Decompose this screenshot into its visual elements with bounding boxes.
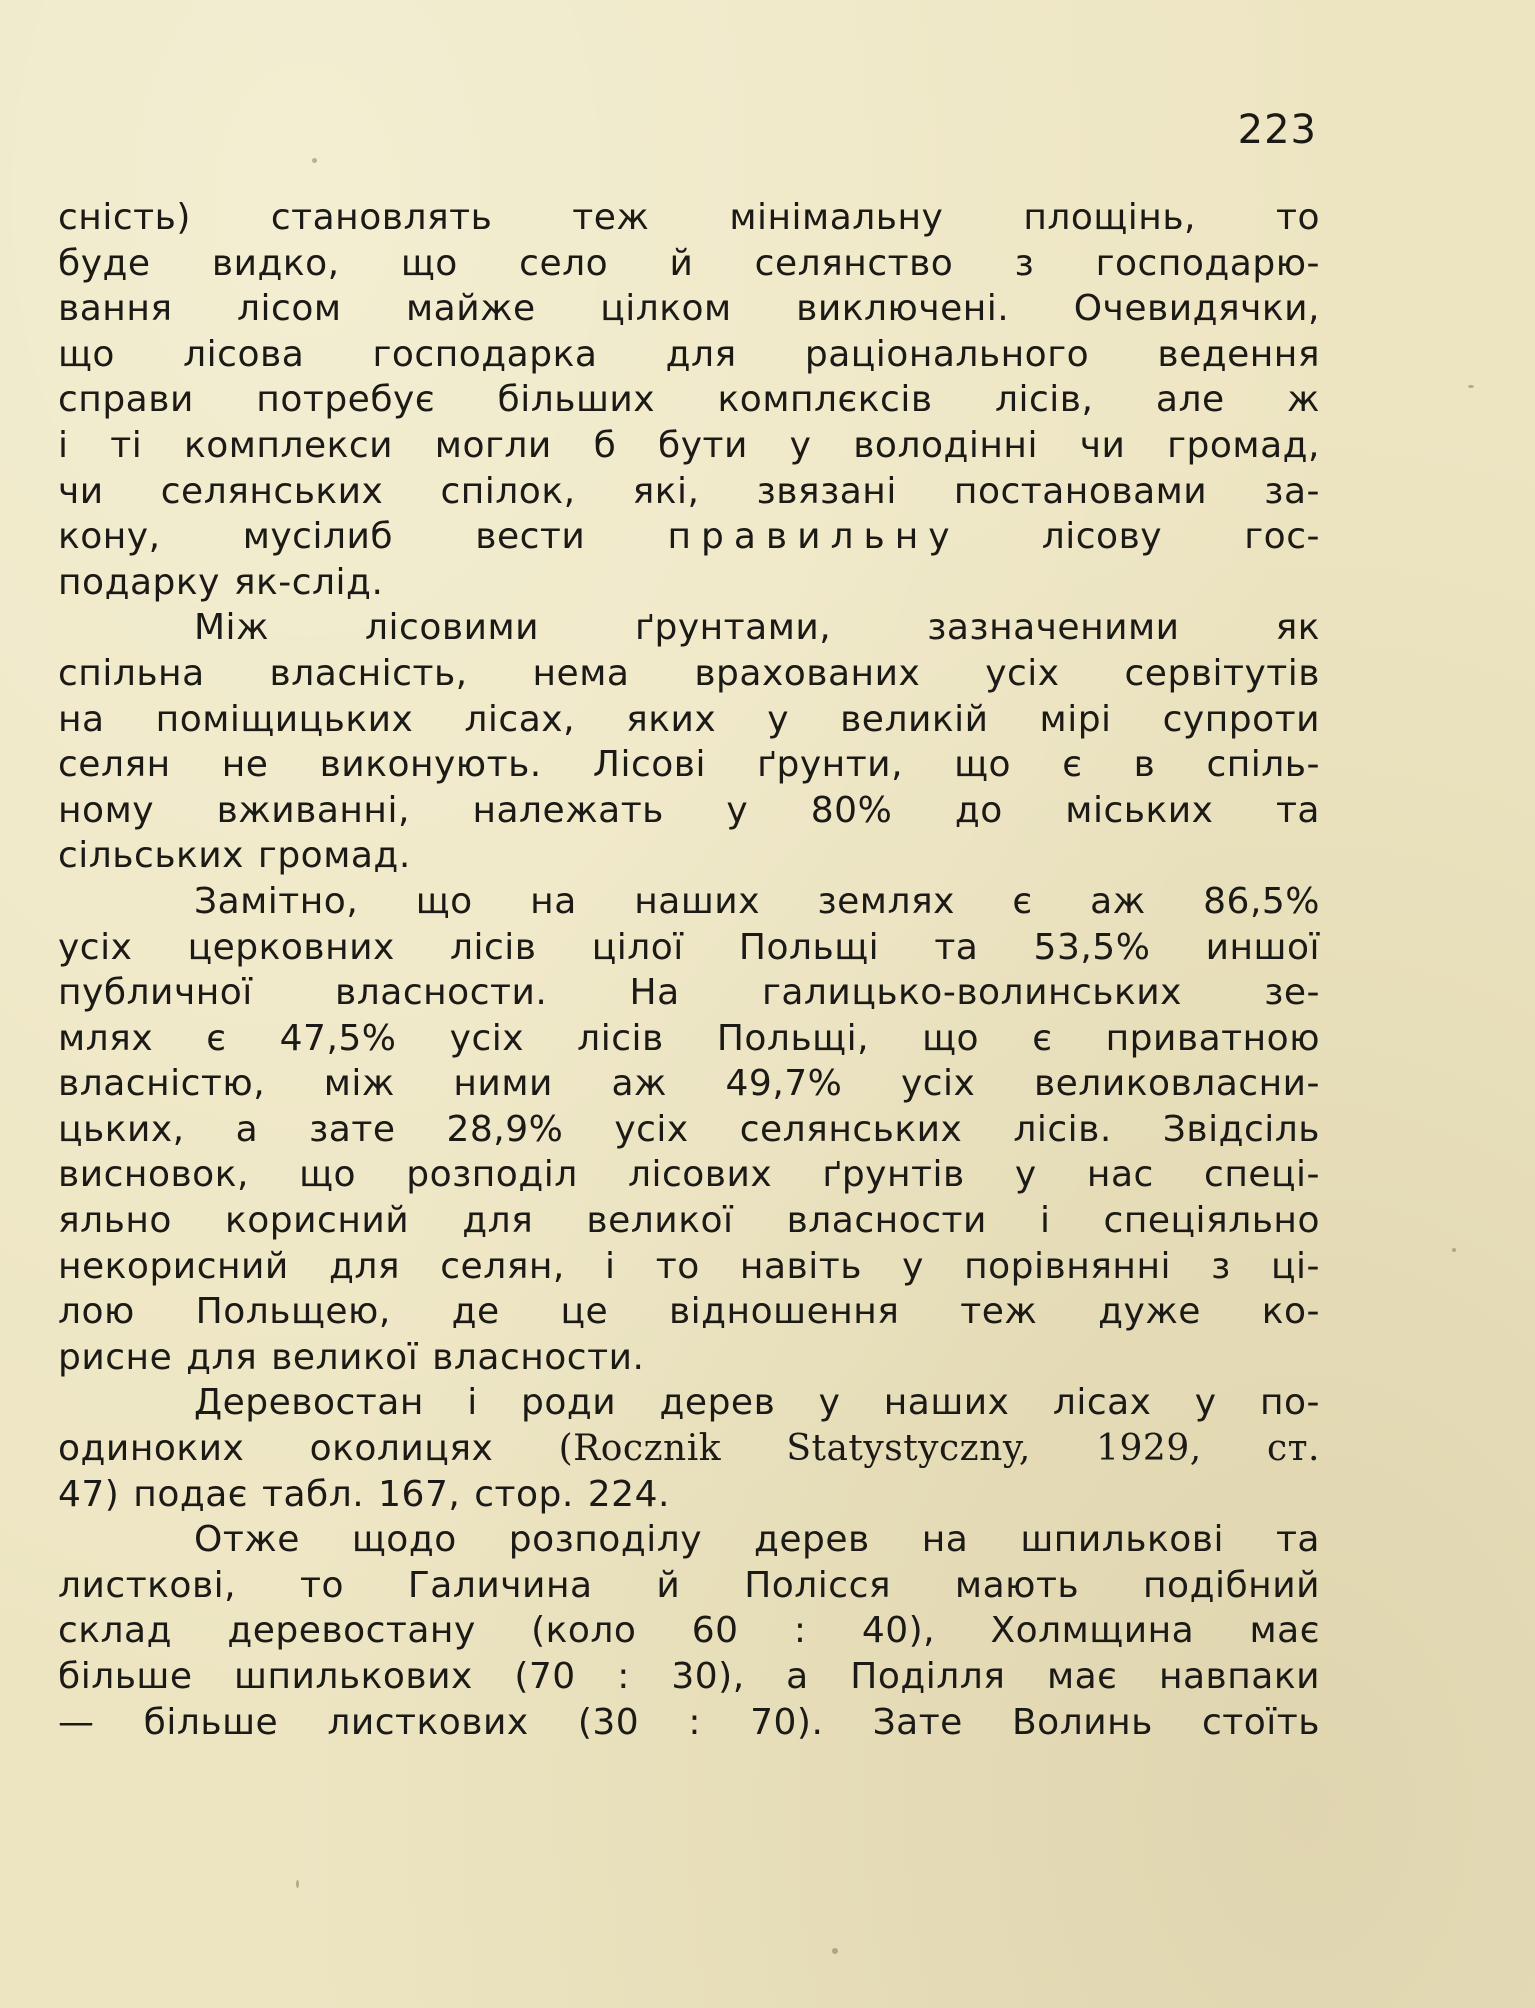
text-line: рисне для великої власности. bbox=[58, 1336, 645, 1378]
paragraph-3 bbox=[58, 879, 1320, 1381]
paper-speck bbox=[832, 1948, 838, 1954]
text-line: Отже щодо розподілу дерев на шпилькові та bbox=[194, 1519, 1320, 1561]
text-line: власністю, між ними аж 49,7% усіх великовласни- bbox=[58, 1063, 1320, 1105]
paper-speck bbox=[1468, 385, 1474, 388]
text-line: Замітно, що на наших землях є аж 86,5% bbox=[194, 880, 1320, 922]
spaced-emphasis: правильну bbox=[667, 516, 960, 558]
source-citation: (Rocznik Statystyczny, 1929, ст. bbox=[558, 1428, 1320, 1470]
text-line: сільських громад. bbox=[58, 835, 411, 877]
text-line: ному вживанні, належать у 80% до міських та bbox=[58, 789, 1320, 831]
text-line: — більше листкових (30 : 70). Зате Волинь стоїть bbox=[58, 1701, 1320, 1743]
text-line: усіх церковних лісів цілої Польщі та 53,5% иншої bbox=[58, 926, 1320, 968]
paragraph-4 bbox=[58, 1380, 1320, 1517]
text-line-part: одиноких околицях bbox=[58, 1428, 494, 1470]
text-line-part: кону, мусілиб вести bbox=[58, 516, 586, 558]
text-line: яльно корисний для великої власности і спеціяльно bbox=[58, 1200, 1320, 1242]
text-line: Деревостан і роди дерев у наших лісах у по- bbox=[194, 1382, 1320, 1424]
text-line: і ті комплекси могли б бути у володінні чи громад, bbox=[58, 424, 1320, 466]
paper-speck bbox=[1452, 1248, 1456, 1252]
text-line: цьких, а зате 28,9% усіх селянських лісів. Звідсіль bbox=[58, 1108, 1320, 1150]
text-line: чи селянських спілок, які, звязані постановами за- bbox=[58, 470, 1320, 512]
paper-speck bbox=[312, 158, 317, 163]
text-line: буде видко, що село й селянство з господарю- bbox=[58, 242, 1320, 284]
paragraph-1 bbox=[58, 195, 1320, 605]
text-line: що лісова господарка для раціонального ведення bbox=[58, 333, 1320, 375]
paragraph-5 bbox=[58, 1517, 1320, 1745]
text-line: висновок, що розподіл лісових ґрунтів у нас спеці- bbox=[58, 1154, 1320, 1196]
text-line: лою Польщею, де це відношення теж дуже ко- bbox=[58, 1291, 1320, 1333]
text-line-part: лісову гос- bbox=[1041, 516, 1320, 558]
text-line: некорисний для селян, і то навіть у порівнянні з ці- bbox=[58, 1245, 1320, 1287]
text-line: вання лісом майже цілком виключені. Очевидячки, bbox=[58, 288, 1320, 330]
text-line: сність) становлять теж мінімальну площінь, то bbox=[58, 197, 1320, 238]
text-line: на поміщицьких лісах, яких у великій мірі супроти bbox=[58, 698, 1320, 740]
text-line: публичної власности. На галицько-волинських зе- bbox=[58, 972, 1320, 1014]
text-line: справи потребує більших комплєксів лісів, але ж bbox=[58, 379, 1320, 421]
text-line: 47) подає табл. 167, стор. 224. bbox=[58, 1473, 670, 1515]
paragraph-2 bbox=[58, 605, 1320, 879]
text-line: млях є 47,5% усіх лісів Польщі, що є приватною bbox=[58, 1017, 1320, 1059]
text-line: спільна власність, нема врахованих усіх сервітутів bbox=[58, 652, 1320, 694]
paper-speck bbox=[296, 1880, 299, 1888]
page-number: 223 bbox=[1237, 107, 1317, 153]
text-line: Між лісовими ґрунтами, зазначеними як bbox=[194, 607, 1320, 649]
text-line: селян не виконують. Лісові ґрунти, що є в спіль- bbox=[58, 744, 1320, 786]
body-text bbox=[58, 195, 1320, 1745]
text-line-composite bbox=[58, 514, 1320, 560]
text-line: подарку як-слід. bbox=[58, 561, 384, 603]
text-line: склад деревостану (коло 60 : 40), Холмщина має bbox=[58, 1610, 1320, 1652]
text-line-composite bbox=[58, 1426, 1320, 1472]
text-line: листкові, то Галичина й Полісся мають подібний bbox=[58, 1564, 1320, 1606]
text-line: більше шпилькових (70 : 30), а Поділля має навпаки bbox=[58, 1656, 1320, 1697]
